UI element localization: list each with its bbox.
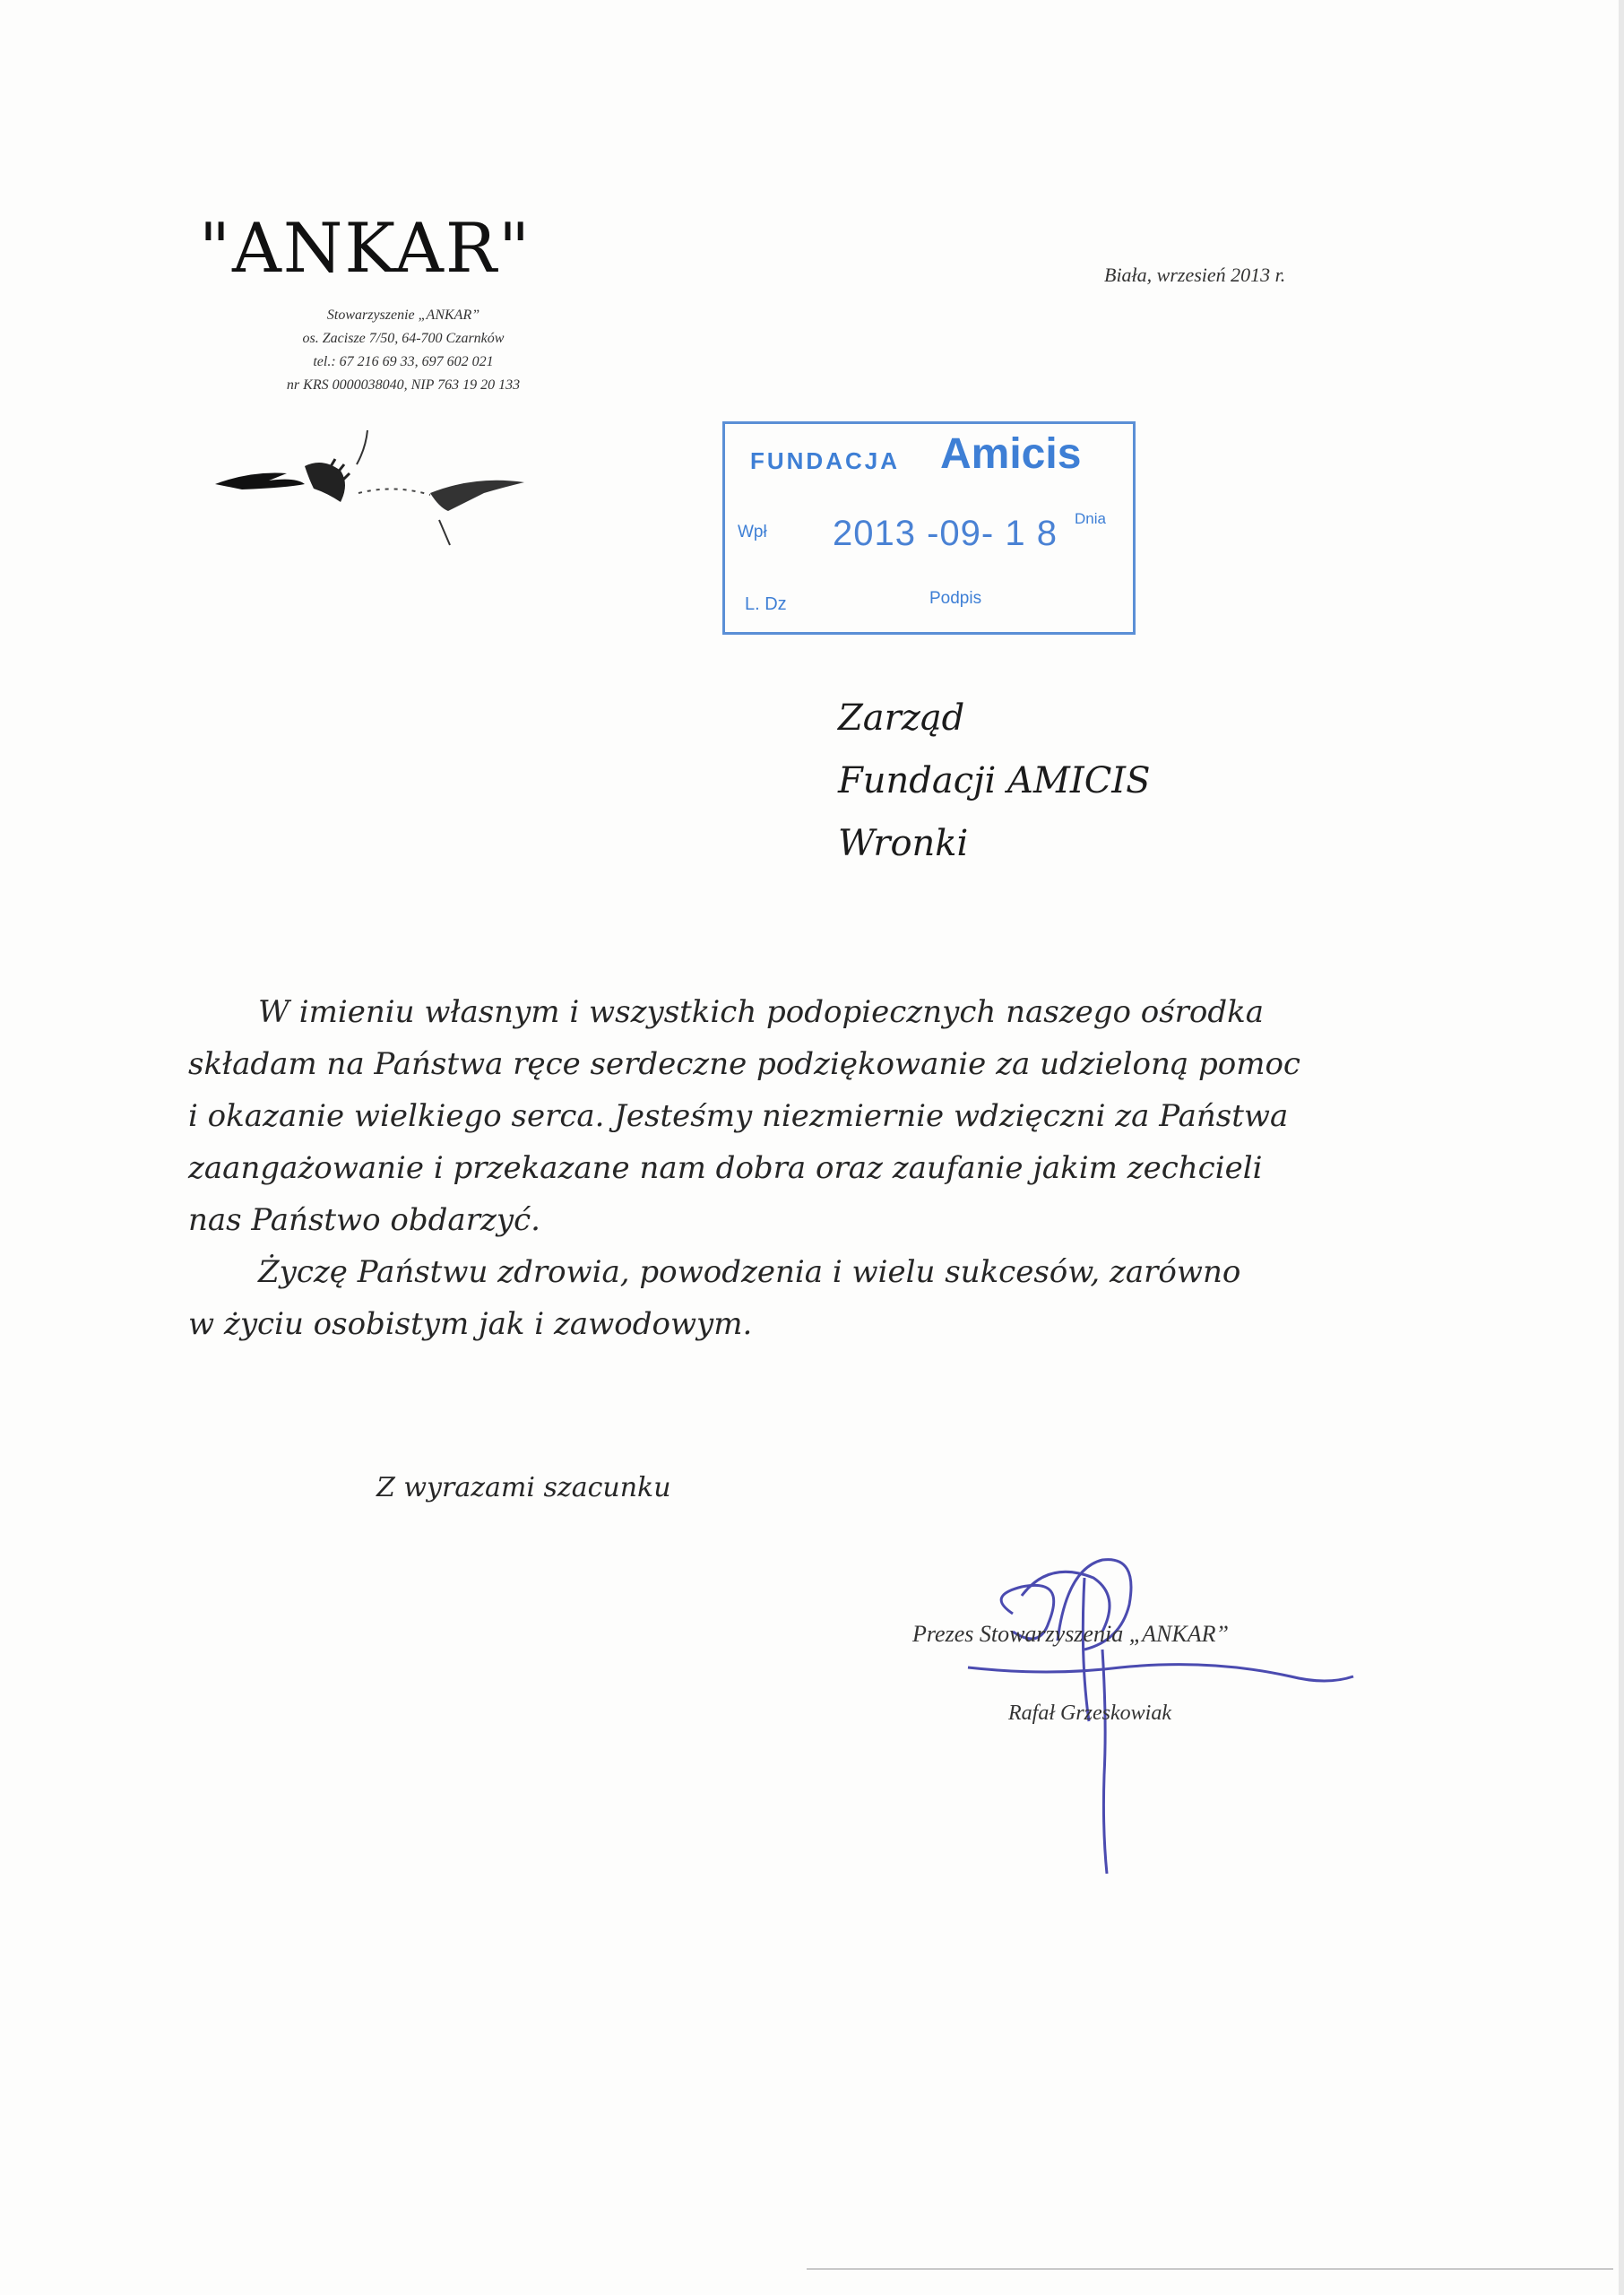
scan-edge (1619, 0, 1624, 2295)
stamp-amicis: Amicis (940, 430, 1082, 478)
scan-edge-bottom (807, 2268, 1613, 2270)
body-line: W imieniu własnym i wszystkich podopiecznych naszego ośrodka (258, 994, 1265, 1030)
recipient-line: Fundacji AMICIS (838, 760, 1151, 801)
hands-logo-icon (215, 421, 538, 565)
body-line: zaangażowanie i przekazane nam dobra oraz zaufanie jakim zechcieli (188, 1150, 1263, 1186)
body-line: w życiu osobistym jak i zawodowym. (188, 1306, 753, 1342)
letterhead-line: tel.: 67 216 69 33, 697 602 021 (313, 354, 494, 369)
letterhead-line: nr KRS 0000038040, NIP 763 19 20 133 (286, 377, 521, 393)
ankar-logo: "ANKAR" (199, 208, 532, 288)
stamp-date: 2013 -09- 1 8 (833, 514, 1058, 553)
recipient-line: Zarząd (838, 697, 965, 739)
stamp-fundacja: FUNDACJA (750, 447, 900, 474)
stamp-ldz-label: L. Dz (745, 594, 787, 614)
date-line: Biała, wrzesień 2013 r. (1104, 264, 1286, 286)
body-line: Życzę Państwu zdrowia, powodzenia i wielu sukcesów, zarówno (258, 1254, 1241, 1290)
stamp-podpis-label: Podpis (929, 589, 982, 608)
letter-body (188, 986, 1443, 1350)
signatory-name: Rafał Grzeskowiak (1008, 1702, 1171, 1725)
stamp-dnia-label: Dnia (1075, 510, 1106, 527)
body-line: i okazanie wielkiego serca. Jesteśmy niezmiernie wdzięczni za Państwa (188, 1098, 1289, 1134)
stamp-wpl-label: Wpł (738, 523, 767, 541)
closing-line: Z wyrazami szacunku (376, 1472, 671, 1503)
letterhead-line: Stowarzyszenie „ANKAR” (326, 307, 480, 323)
body-line: składam na Państwa ręce serdeczne podziękowanie za udzieloną pomoc (188, 1046, 1300, 1082)
letterhead-line: os. Zacisze 7/50, 64-700 Czarnków (302, 331, 505, 346)
signatory-title: Prezes Stowarzyszenia „ANKAR” (912, 1621, 1229, 1647)
body-line: nas Państwo obdarzyć. (188, 1202, 540, 1238)
recipient-line: Wronki (838, 823, 969, 864)
received-stamp (722, 421, 1136, 635)
